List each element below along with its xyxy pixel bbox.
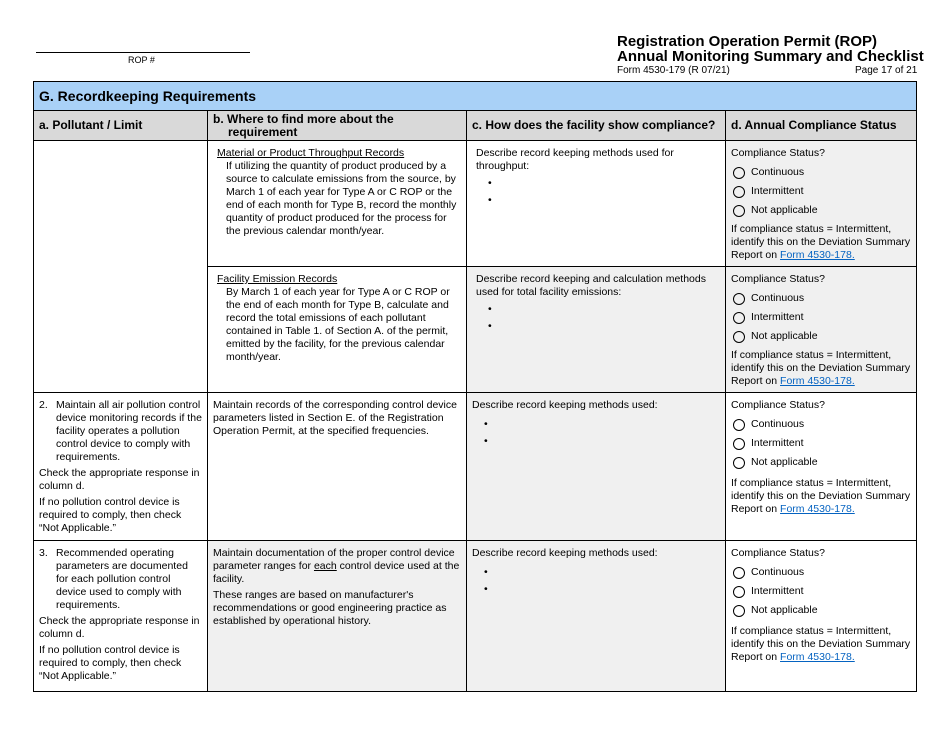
rop-number-label: ROP # xyxy=(128,55,155,65)
compliance-method-prompt: Describe record keeping methods used: xyxy=(472,547,658,559)
radio-option-not-applicable[interactable] xyxy=(733,330,911,343)
radio-label: Continuous xyxy=(751,292,805,304)
radio-option-intermittent[interactable] xyxy=(733,585,911,598)
radio-label: Continuous xyxy=(751,418,805,430)
item-number: 2. xyxy=(39,399,48,411)
form-4530-178-link[interactable]: Form 4530-178. xyxy=(780,651,855,663)
table-row xyxy=(34,141,917,267)
radio-label: Intermittent xyxy=(751,185,804,197)
radio-label: Intermittent xyxy=(751,437,804,449)
page-number: Page 17 of 21 xyxy=(855,65,918,76)
intermittent-note xyxy=(731,477,911,516)
not-applicable-instruction: If no pollution control device is required to comply, then check “Not Applicable.” xyxy=(39,644,182,682)
radio-label: Not applicable xyxy=(751,204,818,216)
radio-option-continuous[interactable] xyxy=(733,292,911,305)
rop-number-line xyxy=(36,52,250,53)
radio-option-continuous[interactable] xyxy=(733,418,911,431)
compliance-method-prompt: Describe record keeping and calculation methods used for total facility emissions: xyxy=(476,273,706,298)
radio-circle-icon[interactable] xyxy=(733,205,745,217)
item-number: 3. xyxy=(39,547,48,559)
pollutant-item xyxy=(39,399,202,464)
table-row xyxy=(34,541,917,692)
radio-label: Not applicable xyxy=(751,604,818,616)
form-title-line2: Annual Monitoring Summary and Checklist xyxy=(617,48,924,65)
where-text-part: control device used at the facility. xyxy=(213,560,460,585)
compliance-method-cell xyxy=(467,141,726,267)
radio-label: Intermittent xyxy=(751,311,804,323)
form-4530-178-link[interactable]: Form 4530-178. xyxy=(780,249,855,261)
radio-option-continuous[interactable] xyxy=(733,166,911,179)
note-text: If compliance status = Intermittent, identify this on the Deviation Summary Report on xyxy=(731,625,911,663)
note-text: If compliance status = Intermittent, identify this on the Deviation Summary Report on xyxy=(731,223,911,261)
bullet: • xyxy=(484,583,488,595)
compliance-method-prompt: Describe record keeping methods used: xyxy=(472,399,658,411)
bullet: • xyxy=(488,320,492,332)
where-cell xyxy=(208,393,467,541)
radio-circle-icon[interactable] xyxy=(733,586,745,598)
bullet: • xyxy=(484,435,488,447)
radio-circle-icon[interactable] xyxy=(733,331,745,343)
column-header-c: c. How does the facility show compliance? xyxy=(467,111,726,141)
where-text-emphasis: each xyxy=(313,560,337,572)
radio-circle-icon[interactable] xyxy=(733,605,745,617)
bullet: • xyxy=(488,194,492,206)
where-text-2: These ranges are based on manufacturer's recommendations or good engineering practice as established by operational history. xyxy=(213,589,447,627)
radio-option-not-applicable[interactable] xyxy=(733,456,911,469)
radio-option-intermittent[interactable] xyxy=(733,311,911,324)
radio-label: Not applicable xyxy=(751,330,818,342)
pollutant-cell xyxy=(34,393,208,541)
where-cell xyxy=(208,141,467,267)
radio-circle-icon[interactable] xyxy=(733,186,745,198)
recordkeeping-table xyxy=(33,81,917,692)
radio-circle-icon[interactable] xyxy=(733,438,745,450)
radio-label: Not applicable xyxy=(751,456,818,468)
throughput-records-heading: Material or Product Throughput Records xyxy=(217,147,405,159)
bullet: • xyxy=(484,566,488,578)
radio-label: Continuous xyxy=(751,566,805,578)
compliance-status-cell xyxy=(726,141,917,267)
pollutant-cell xyxy=(34,541,208,692)
emission-records-text: By March 1 of each year for Type A or C ROP or the end of each month for Type B, calculate and record the total emissions of each pollutant contained in Table 1. of Section A. of the permit, emitted by the facility, for the previous calendar month/year. xyxy=(226,286,450,363)
where-cell xyxy=(208,267,467,393)
radio-option-not-applicable[interactable] xyxy=(733,604,911,617)
compliance-method-prompt: Describe record keeping methods used for throughput: xyxy=(476,147,674,172)
check-instruction: Check the appropriate response in column d. xyxy=(39,467,200,492)
compliance-method-cell xyxy=(467,393,726,541)
radio-option-intermittent[interactable] xyxy=(733,437,911,450)
compliance-status-question: Compliance Status? xyxy=(731,147,825,159)
column-header-b: b. Where to find more about the requirement xyxy=(208,111,467,141)
compliance-method-cell xyxy=(467,541,726,692)
pollutant-text: Recommended operating parameters are documented for each pollution control device used to comply with requirements. xyxy=(56,547,188,611)
form-number: Form 4530-179 (R 07/21) xyxy=(617,65,730,76)
check-instruction: Check the appropriate response in column d. xyxy=(39,615,200,640)
pollutant-text: Maintain all air pollution control device monitoring records if the facility operates a pollution control device to comply with requirements. xyxy=(56,399,202,463)
bullet: • xyxy=(484,418,488,430)
bullet: • xyxy=(488,177,492,189)
bullet: • xyxy=(488,303,492,315)
note-text: If compliance status = Intermittent, identify this on the Deviation Summary Report on xyxy=(731,349,911,387)
throughput-records-text: If utilizing the quantity of product produced by a source to calculate emissions from the source, by March 1 of each year for Type A or C ROP or the end of each month for Type B, record the monthly quantity of product produced for the process for the previous calendar month/year. xyxy=(226,160,457,237)
column-header-a: a. Pollutant / Limit xyxy=(34,111,208,141)
emission-records-heading: Facility Emission Records xyxy=(217,273,338,285)
radio-label: Continuous xyxy=(751,166,805,178)
compliance-status-question: Compliance Status? xyxy=(731,273,825,285)
radio-circle-icon[interactable] xyxy=(733,293,745,305)
compliance-status-question: Compliance Status? xyxy=(731,547,825,559)
radio-circle-icon[interactable] xyxy=(733,312,745,324)
form-4530-178-link[interactable]: Form 4530-178. xyxy=(780,503,855,515)
intermittent-note xyxy=(731,349,911,388)
not-applicable-instruction: If no pollution control device is required to comply, then check “Not Applicable.” xyxy=(39,496,182,534)
radio-option-not-applicable[interactable] xyxy=(733,204,911,217)
compliance-status-question: Compliance Status? xyxy=(731,399,825,411)
where-text xyxy=(213,547,461,586)
column-header-row xyxy=(34,111,917,141)
pollutant-item xyxy=(39,547,202,612)
section-title: G. Recordkeeping Requirements xyxy=(34,82,917,111)
intermittent-note xyxy=(731,625,911,664)
radio-option-continuous[interactable] xyxy=(733,566,911,579)
column-header-d: d. Annual Compliance Status xyxy=(726,111,917,141)
compliance-status-cell xyxy=(726,393,917,541)
form-4530-178-link[interactable]: Form 4530-178. xyxy=(780,375,855,387)
radio-label: Intermittent xyxy=(751,585,804,597)
note-text: If compliance status = Intermittent, identify this on the Deviation Summary Report on xyxy=(731,477,911,515)
form-title-line1: Registration Operation Permit (ROP) xyxy=(617,33,878,50)
where-text: Maintain records of the corresponding control device parameters listed in Section E. of the Registration Operation Permit, at the specified frequencies. xyxy=(213,399,457,437)
intermittent-note xyxy=(731,223,911,262)
radio-circle-icon[interactable] xyxy=(733,567,745,579)
radio-circle-icon[interactable] xyxy=(733,419,745,431)
compliance-method-cell xyxy=(467,267,726,393)
pollutant-cell-empty xyxy=(34,141,208,393)
radio-circle-icon[interactable] xyxy=(733,167,745,179)
table-row xyxy=(34,393,917,541)
radio-circle-icon[interactable] xyxy=(733,457,745,469)
radio-option-intermittent[interactable] xyxy=(733,185,911,198)
where-cell xyxy=(208,541,467,692)
compliance-status-cell xyxy=(726,541,917,692)
compliance-status-cell xyxy=(726,267,917,393)
where-text-part: Maintain documentation of the proper control device parameter ranges for xyxy=(213,547,455,572)
